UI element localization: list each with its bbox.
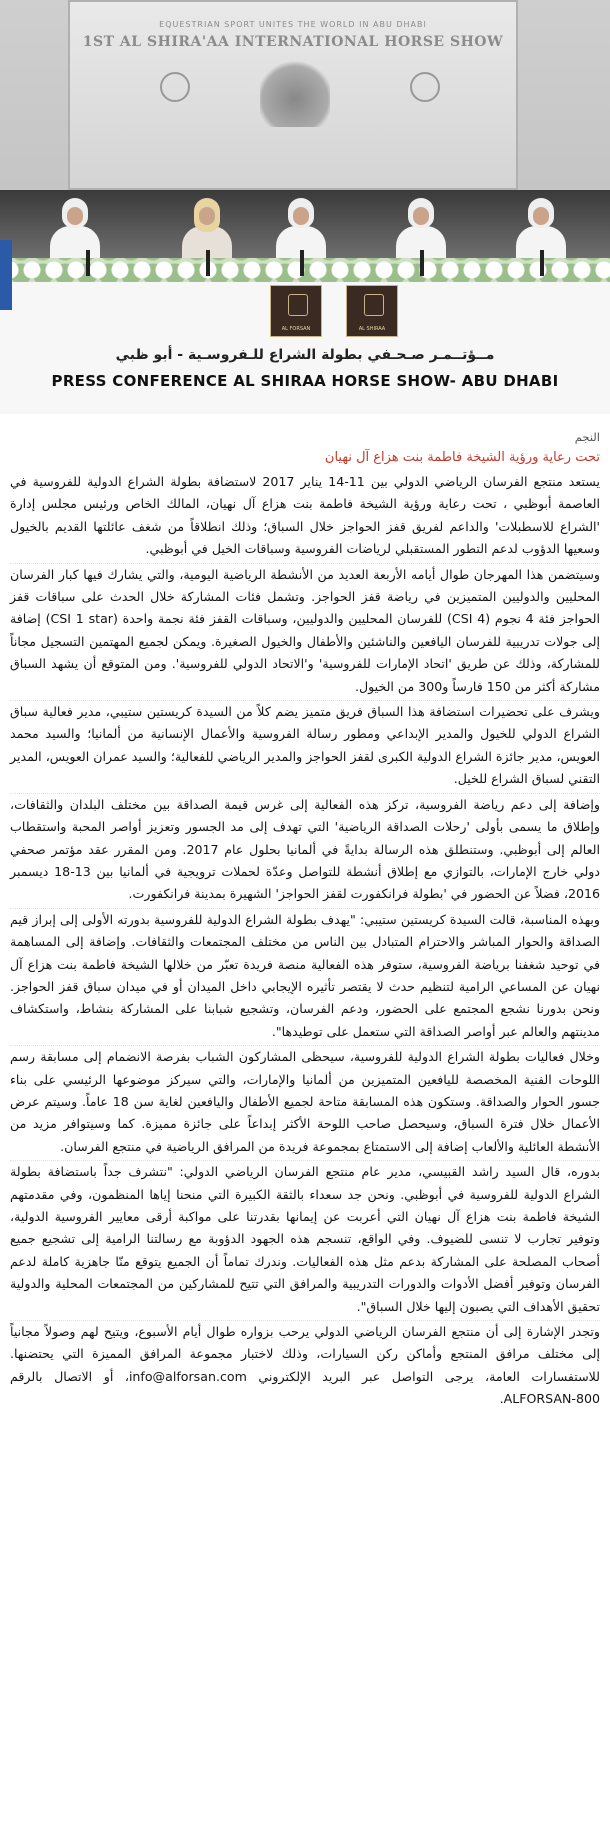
side-banner — [0, 240, 12, 310]
article-subtitle: تحت رعاية ورؤية الشيخة فاطمة بنت هزاع آل نهيان — [324, 450, 600, 465]
article-paragraph: وسيتضمن هذا المهرجان طوال أيامه الأربعة العديد من الأنشطة الرياضية اليومية، والتي يشارك فيها كبار الفرسان المحليين والدوليين المتميزين في رياضة قفز الحواجز. وتشمل فئات المشاركة خلال الحدث على سباقات قفز الحواجز فئة 4 نجوم (CSI 4) للفرسان المحليين والدوليين، وسباقات القفز فئة نجمة واحدة (CSI 1 star) إضافة إلى جولات تدريبية للفرسان اليافعين والناشئين والأطفال والخيول الصغيرة. ويمكن لجميع المهتمين التسجيل مجاناً للمشاركة، وذلك عن طريق 'اتحاد الإمارات للفروسية' و'الاتحاد الدولي للفروسية'. ومن المتوقع أن يشهد السباق مشاركة أكثر من 150 فارساً و300 من الخيول. — [10, 563, 600, 698]
microphone-icon — [206, 250, 210, 276]
horses-image — [260, 57, 330, 127]
flower-arrangement — [0, 258, 610, 282]
article-paragraph: وإضافة إلى دعم رياضة الفروسية، تركز هذه الفعالية إلى غرس قيمة الصداقة بين مختلف البلدان والثقافات، وإطلاق ما يسمى بأولى 'رحلات الصداقة الرياضية' التي تهدف إلى مد الجسور وتعزيز أواصر المحبة واستقطاب العالم إلى أبوظبي. وستنطلق هذه الرسالة بدايةً في ألمانيا بحلول عام 2017. ومن المقرر عقد مؤتمر صحفي دولي خارج الإمارات، بالتوازي مع إطلاق أنشطة للتواصل وعدّة لحملات ترويجية في ألمانيا بين 13-18 ديسمبر 2016، فضلاً عن الحضور في 'بطولة فرانكفورت لقفز الحواجز' الشهيرة بمدينة فرانكفورت. — [10, 793, 600, 906]
article-paragraph: بدوره، قال السيد راشد القبيسي، مدير عام منتجع الفرسان الرياضي الدولي: "نتشرف جداً باستضافة بطولة الشراع الدولية للفروسية في أبوظبي. ونحن جد سعداء بالثقة الكبيرة التي منحنا إياها المنظمون، وفي مقدمتهم الشيخة فاطمة بنت هزاع آل نهيان التي أعربت عن إيمانها بقدرتنا على مواكبة أرقى معايير الفروسية الدولية، وتوفير تجارب لا تنسى للضيوف. وفي الواقع، تنسجم هذه الجهود الدؤوبة مع رسالتنا الرامية إلى تشجيع جميع أصحاب المصلحة على المشاركة بدعم مثل هذه الفعاليات. وندرك تماماً أن الجميع يتوقع منّا جاهزية كاملة لدعم الفرسان وتوفير أفضل الأدوات والدورات التدريبية والمرافق التي تتيح للمشاركين من المجتمعات المحلية والدولية تحقيق الأهداف التي يصبون إليها خلال السباق". — [10, 1160, 600, 1318]
screen-subtitle: EQUESTRIAN SPORT UNITES THE WORLD IN ABU DHABI — [159, 20, 427, 29]
article-body — [10, 418, 600, 1413]
article-paragraph: وتجدر الإشارة إلى أن منتجع الفرسان الرياضي الدولي يرحب بزواره طوال أيام الأسبوع، ويتيح لهم وصولاً مجانياً إلى مختلف مرافق المنتجع وأماكن ركن السيارات، وذلك لاختبار مجموعة المرافق المميزة التي يحتضنها. للاستفسارات العامة، يرجى التواصل عبر البريد الإلكتروني info@alforsan.com، أو الاتصال بالرقم ALFORSAN-800. — [10, 1320, 600, 1411]
article-paragraph: وخلال فعاليات بطولة الشراع الدولية للفروسية، سيحظى المشاركون الشباب بفرصة الانضمام إلى مسابقة رسم اللوحات الفنية المخصصة لليافعين المتميزين من ألمانيا والإمارات، والتي سيركز موضوعها الرئيسي على بناء جسور الحوار والصداقة. وستكون هذه المسابقة متاحة لجميع الأطفال واليافعين لغاية سن 18 عاماً. وسيتم عرض الأعمال خلال فترة السباق، وسيحصل صاحب اللوحة الأكثر إبداعاً على جائزة مميزة. كما وسيتوافر مزيد من الأنشطة العائلية والألعاب إضافة إلى الاستمتاع بمجموعة فريدة من المرافق الرياضية في منتجع الفرسان. — [10, 1045, 600, 1158]
banner-english: PRESS CONFERENCE AL SHIRAA HORSE SHOW- ABU DHABI — [51, 372, 559, 390]
alshiraa-logo: AL SHIRAA — [346, 285, 398, 337]
microphone-icon — [540, 250, 544, 276]
projection-screen — [68, 0, 518, 190]
press-conference-photo — [0, 0, 610, 414]
source-label: النجم — [574, 430, 600, 444]
article-paragraph: ويشرف على تحضيرات استضافة هذا السباق فريق متميز يضم كلاً من السيدة كريستين ستيبي، مدير فعالية سباق الشراع الدولي للخيول والمدير الإبداعي ومطور رسالة الفروسية والأعمال الإنسانية من ألمانيا؛ والسيد محمد العويس، مدير جائزة الشراع الدولية الكبرى لقفز الحواجز والمدير الرياضي للفعالية؛ والسيد عمران العويس، المدير التقني لسباق الشراع للخيل. — [10, 700, 600, 791]
microphone-icon — [420, 250, 424, 276]
banner-arabic: مــؤتــمـر صـحـفي بطولة الشراع للـفروسـية - أبو ظبي — [115, 347, 495, 363]
article-paragraph: يستعد منتجع الفرسان الرياضي الدولي بين 11-14 يناير 2017 لاستضافة بطولة الشراع الدولية للفروسية في العاصمة أبوظبي ، تحت رعاية ورؤية الشيخة فاطمة بنت هزاع آل نهيان، المالك الخاص ورئيس مجلس إدارة 'الشراع للاسطبلات' والداعم لفريق قفز الحواجز خلال السباق؛ وذلك انطلاقاً من شغف عائلتها القديم بالخيول وسعيها الدؤوب لدعم التطور المستقبلي لرياضات الفروسية وسباقات الخيل في أبوظبي. — [10, 474, 600, 557]
emblem-icon — [410, 72, 440, 102]
emblem-icon — [160, 72, 190, 102]
article-paragraph: وبهذه المناسبة، قالت السيدة كريستين ستيبي: "يهدف بطولة الشراع الدولية للفروسية بدورته الأولى إلى إبراز قيم الصداقة والحوار المباشر والاحترام المتبادل بين الناس من مختلف المجتمعات والثقافات. وإضافة إلى المساهمة في توحيد شغفنا برياضة الفروسية، ستوفر هذه الفعالية منصة فريدة تعبّر من خلالها الشيخة فاطمة بنت هزاع آل نهيان عن المساعي الرامية لتنظيم حدث لا يقتصر تأثيره الإيجابي داخل الميدان أو في ميدان سباق قفز الحواجز. ونحن بدورنا نشجع المجتمع على الحضور، ودعم الفرسان، وتشجيع شبابنا على المشاركة بنشاط، واستكشاف مدينتهم والعالم عبر أواصر الصداقة التي ستعمل على توطيدها". — [10, 908, 600, 1043]
microphone-icon — [300, 250, 304, 276]
alforsan-logo: AL FORSAN — [270, 285, 322, 337]
microphone-icon — [86, 250, 90, 276]
screen-title: 1ST AL SHIRA'AA INTERNATIONAL HORSE SHOW — [82, 34, 504, 50]
